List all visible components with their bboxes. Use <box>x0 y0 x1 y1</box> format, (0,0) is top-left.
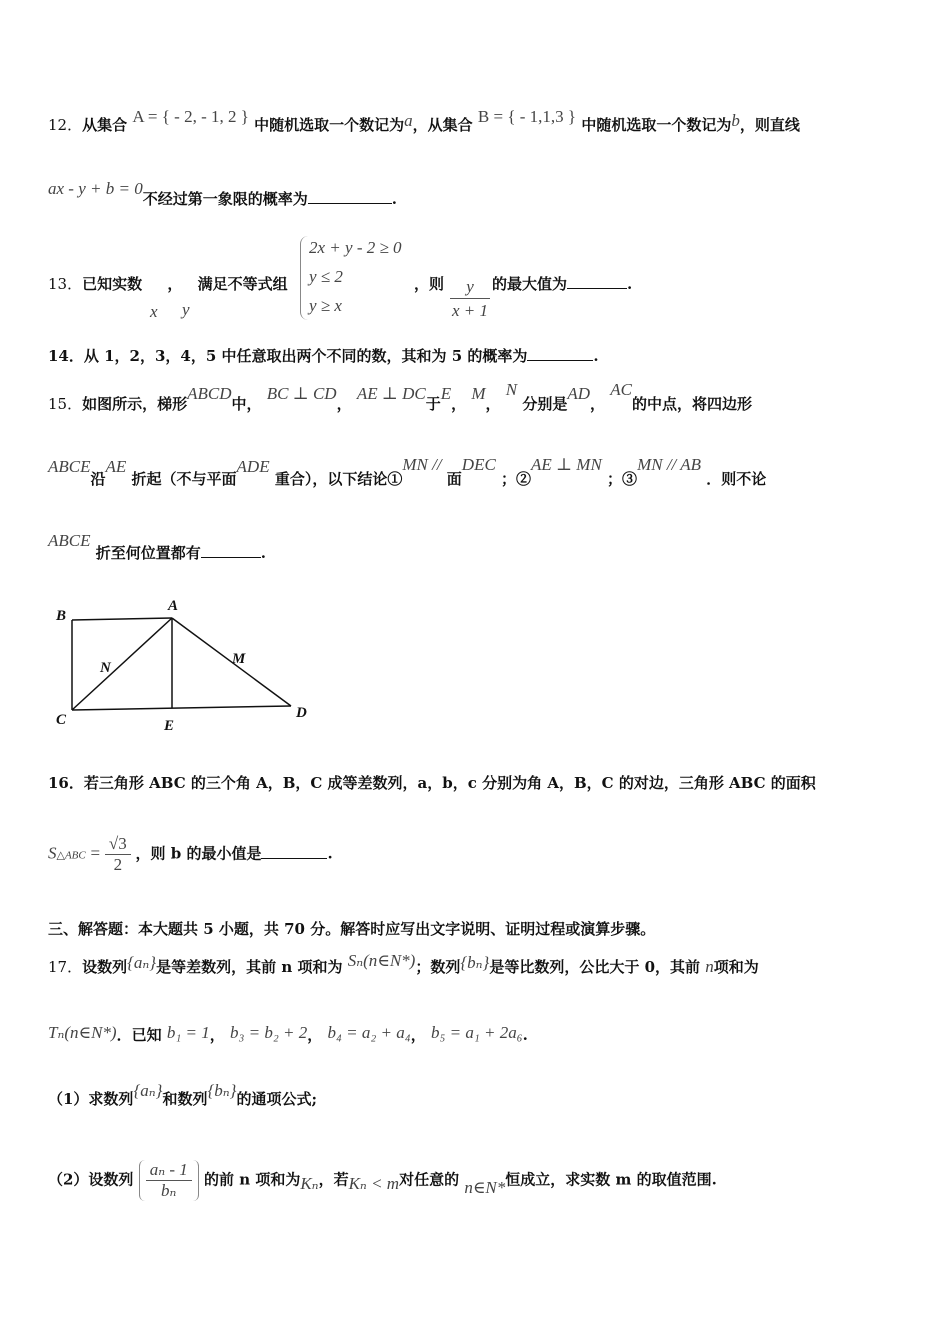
q17-text: . <box>522 1026 528 1044</box>
label-a: A <box>168 598 179 614</box>
q17-part1 <box>48 1081 318 1109</box>
q15-text: ；② <box>501 470 532 488</box>
q15-text: 面 <box>446 470 462 488</box>
q12-set-b: B = { - 1,1,3 } <box>477 107 577 126</box>
q12-number: 12． <box>48 116 83 134</box>
q15-math: MN // <box>402 455 442 474</box>
q13-line-end <box>492 273 632 294</box>
q15-line1 <box>48 380 753 414</box>
q15-math: N <box>505 380 518 399</box>
q16-fraction <box>105 834 131 875</box>
q15-math: AE ⊥ DC <box>356 384 426 403</box>
q13-text: . <box>627 275 633 293</box>
edge-ca <box>72 618 172 710</box>
q16-area-s: S <box>48 843 57 863</box>
q15-text: 的中点，将四边形 <box>632 395 753 413</box>
q17-text: （2）设数列 <box>48 1170 134 1189</box>
q17-math: Tₙ(n∈N*) <box>48 1023 117 1042</box>
q15-math: AD <box>567 384 591 403</box>
q13-answer-blank[interactable] <box>567 274 627 289</box>
q12-text: 中随机选取一个数记为 <box>581 116 732 134</box>
q13-condition: y ≤ 2 <box>309 267 343 286</box>
q12-text: ，则直线 <box>739 116 800 134</box>
q17-number: 17． <box>48 958 83 976</box>
q12-var-b: b <box>731 111 740 130</box>
q17-text: 对任意的 <box>399 1170 460 1189</box>
q13-var-y: y <box>182 300 190 319</box>
q13-line <box>48 273 288 294</box>
q15-text: 折起（不与平面 <box>131 470 237 488</box>
edge-ba <box>72 618 172 620</box>
q13-condition: 2x + y - 2 ≥ 0 <box>309 238 402 257</box>
q12-set-a: A = { - 2, - 1, 2 } <box>132 107 249 126</box>
q17-math: b₅ = a₁ + 2a₆ <box>430 1023 523 1042</box>
q15-text: 沿 <box>90 470 106 488</box>
q16-fraction-den: 2 <box>113 855 123 874</box>
q15-math: M <box>471 384 486 403</box>
q17-text: ．已知 <box>116 1026 162 1044</box>
q15-text: 如图所示，梯形 <box>82 395 188 413</box>
q15-text: 折至何位置都有 <box>95 544 201 562</box>
q15-text: ；③ <box>607 470 638 488</box>
q17-text: ， <box>307 1026 323 1044</box>
q13-number: 13． <box>48 275 83 293</box>
q14-text: . <box>593 347 599 365</box>
q13-text: ， <box>167 275 183 293</box>
q17-line2 <box>48 1024 528 1045</box>
q15-text: ， <box>336 395 352 413</box>
q15-math: ADE <box>236 457 270 476</box>
q17-text: 设数列 <box>82 958 128 976</box>
q13-text: 的最大值为 <box>492 275 568 293</box>
q17-math: {aₙ} <box>133 1081 163 1100</box>
label-d: D <box>296 705 307 721</box>
q15-math: DEC <box>461 455 496 474</box>
q17-math: Sₙ(n∈N*) <box>347 951 416 970</box>
q17-part2 <box>48 1160 717 1201</box>
q16-area <box>48 834 333 875</box>
q17-line1 <box>48 951 759 977</box>
q13-fraction-num: y <box>450 276 490 299</box>
q15-line2 <box>48 455 767 489</box>
q12-text: 中随机选取一个数记为 <box>254 116 405 134</box>
q17-text: ，若 <box>318 1170 349 1189</box>
q12-text: . <box>391 190 397 208</box>
q17-math: {bₙ} <box>460 953 490 972</box>
q15-text: ， <box>451 395 467 413</box>
q15-text: 于 <box>425 395 441 413</box>
q12-text: ，从集合 <box>412 116 473 134</box>
q15-number: 15． <box>48 395 83 413</box>
q12-var-a: a <box>404 111 413 130</box>
q15-math: ABCE <box>48 457 91 476</box>
q15-math: AE <box>105 457 127 476</box>
q17-math: n∈N* <box>464 1177 506 1197</box>
q17-text: （1）求数列 <box>48 1090 134 1108</box>
q16-text: ，则 b 的最小值是 <box>135 844 262 863</box>
q15-line3 <box>48 531 266 563</box>
q17-math: {bₙ} <box>207 1081 237 1100</box>
q16-equals: = <box>90 843 101 863</box>
q15-text: 重合），以下结论① <box>274 470 403 488</box>
q13-text: 满足不等式组 <box>197 275 288 293</box>
q15-math: ABCD <box>187 384 232 403</box>
q12-text: 不经过第一象限的概率为 <box>142 190 308 208</box>
q17-sequence-fraction <box>139 1160 199 1201</box>
q17-math: n <box>705 957 714 976</box>
q13-var-x: x <box>150 302 158 321</box>
q13-line-tail <box>414 273 444 294</box>
q12-line-equation: ax - y + b = 0 <box>48 179 143 198</box>
q16-text: . <box>327 844 333 863</box>
q15-text: 中， <box>231 395 262 413</box>
q13-text: ，则 <box>414 275 445 293</box>
q12-line1 <box>48 107 800 135</box>
q12-text: 从集合 <box>82 116 128 134</box>
trapezoid-figure <box>48 590 328 740</box>
q15-text: . <box>260 544 266 562</box>
q12-line2 <box>48 179 397 209</box>
q15-text: ， <box>485 395 501 413</box>
q17-text: 恒成立，求实数 m 的取值范围. <box>505 1170 717 1189</box>
q15-math: AC <box>610 380 633 399</box>
q17-math: b₄ = a₂ + a₄ <box>327 1023 411 1042</box>
label-n: N <box>100 660 111 676</box>
q17-text: 的通项公式; <box>236 1090 318 1108</box>
q17-text: ；数列 <box>415 958 461 976</box>
q16-line1: 16．若三角形 ABC 的三个角 A，B，C 成等差数列，a，b，c 分别为角 A，B，C 的对边，三角形 ABC 的面积 <box>48 774 816 792</box>
q16-answer-blank[interactable] <box>261 844 327 859</box>
q17-math: {aₙ} <box>127 953 157 972</box>
q17-math: Kₙ < m <box>348 1173 400 1193</box>
q13-fraction <box>450 276 490 323</box>
q17-text: 项和为 <box>713 958 759 976</box>
q15-math: MN // AB <box>637 455 701 474</box>
q14-line <box>48 345 599 366</box>
q17-math: b₃ = b₂ + 2 <box>229 1023 308 1042</box>
q15-text: 分别是 <box>522 395 568 413</box>
q17-math: Kₙ <box>300 1173 319 1193</box>
q17-text: ， <box>410 1026 426 1044</box>
q17-text: 和数列 <box>162 1090 208 1108</box>
q17-fraction-num: aₙ - 1 <box>146 1160 192 1181</box>
q14-answer-blank[interactable] <box>527 346 593 361</box>
q16-fraction-num: √3 <box>105 834 131 855</box>
q13-condition: y ≥ x <box>309 296 342 315</box>
q15-math: BC ⊥ CD <box>266 384 337 403</box>
q13-fraction-den: x + 1 <box>451 301 489 320</box>
label-b: B <box>56 608 67 624</box>
q14-text: 14．从 1，2，3，4，5 中任意取出两个不同的数，其和为 5 的概率为 <box>48 347 528 365</box>
q15-math: E <box>440 384 452 403</box>
q13-text: 已知实数 <box>82 275 143 293</box>
q13-inequality-system <box>300 236 421 320</box>
q15-math: AE ⊥ MN <box>531 455 602 474</box>
label-e: E <box>164 718 175 734</box>
q15-math: ABCE <box>48 531 91 550</box>
q15-text: ， <box>590 395 606 413</box>
q17-fraction-den: bₙ <box>161 1181 177 1200</box>
q17-text: 的前 n 项和为 <box>203 1170 301 1189</box>
q17-text: ， <box>209 1026 225 1044</box>
q12-answer-blank[interactable] <box>308 189 392 204</box>
q17-math: b₁ = 1 <box>166 1023 210 1042</box>
q15-text: ．则不论 <box>706 470 767 488</box>
q17-text: 是等比数列，公比大于 0，其前 <box>489 958 701 976</box>
label-m: M <box>232 651 246 667</box>
edge-cd <box>72 706 291 710</box>
label-c: C <box>56 712 67 728</box>
section-3-heading: 三、解答题：本大题共 5 小题，共 70 分。解答时应写出文字说明、证明过程或演算步骤。 <box>48 920 656 938</box>
q15-answer-blank[interactable] <box>201 543 261 558</box>
q16-area-sub: △ABC <box>56 849 86 862</box>
q17-text: 是等差数列，其前 n 项和为 <box>156 958 343 976</box>
